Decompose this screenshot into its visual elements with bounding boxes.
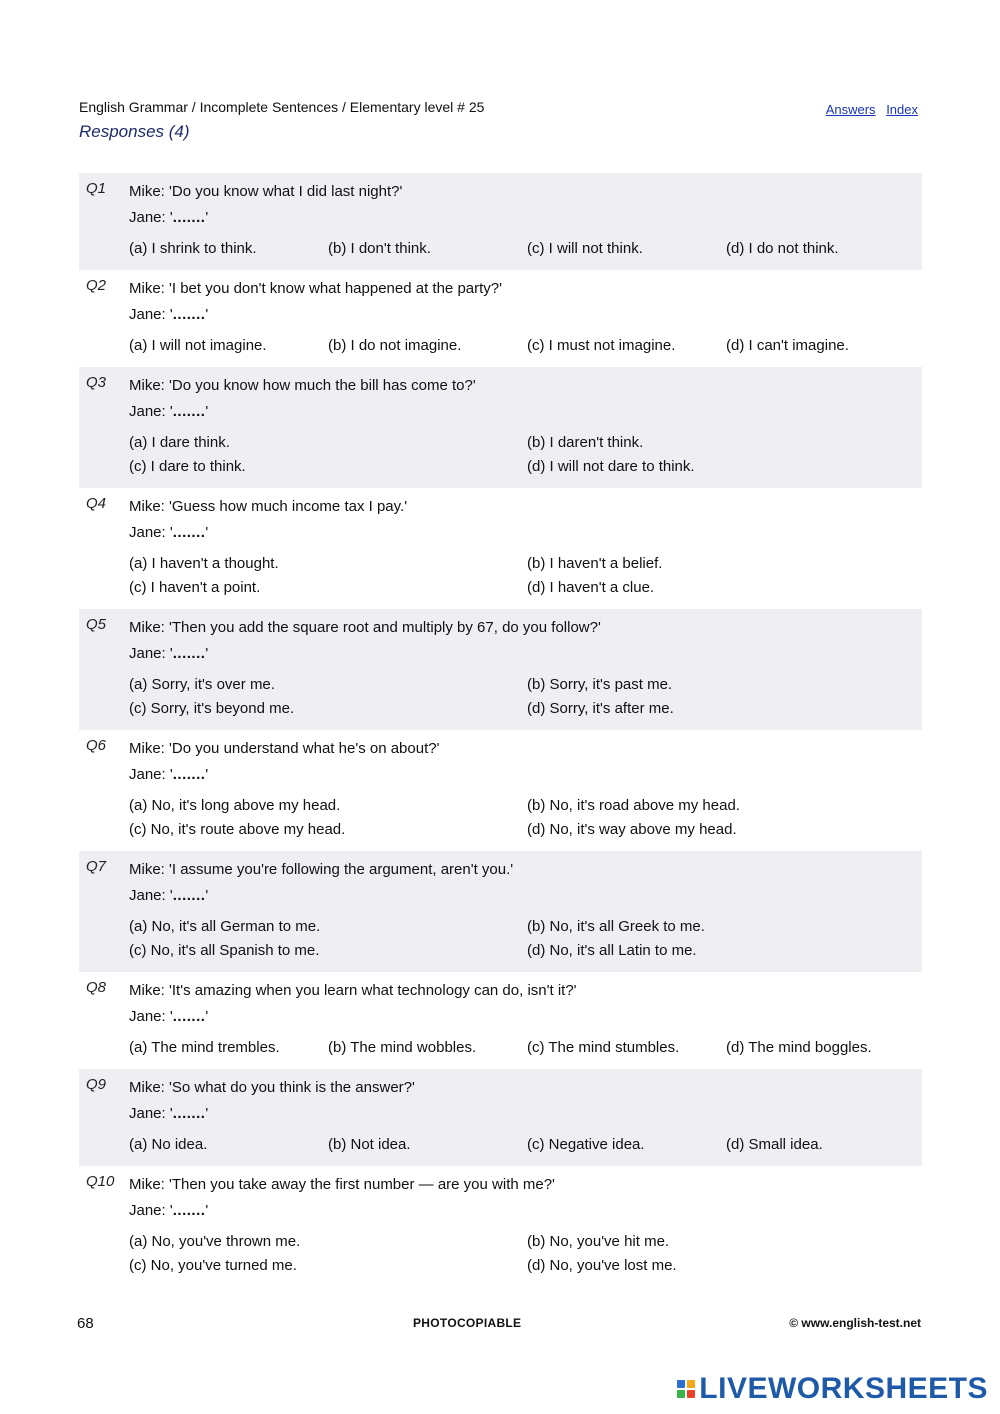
answer-option[interactable]: (a) No, it's long above my head. bbox=[129, 797, 341, 814]
answer-options bbox=[129, 334, 922, 358]
answer-option[interactable]: (a) I haven't a thought. bbox=[129, 555, 279, 572]
logo-square bbox=[687, 1390, 695, 1398]
question-reply bbox=[129, 1101, 922, 1127]
answer-options bbox=[129, 915, 922, 963]
question-reply bbox=[129, 205, 922, 231]
question-body bbox=[129, 179, 922, 261]
answer-blank[interactable]: ....... bbox=[172, 887, 206, 904]
answer-option[interactable]: (d) Sorry, it's after me. bbox=[527, 700, 674, 717]
answer-option[interactable]: (a) I dare think. bbox=[129, 434, 230, 451]
answer-option[interactable]: (d) I haven't a clue. bbox=[527, 579, 655, 596]
answer-option[interactable]: (d) I do not think. bbox=[726, 240, 839, 257]
answer-options bbox=[129, 1036, 922, 1060]
answer-option[interactable]: (d) No, it's way above my head. bbox=[527, 821, 737, 838]
question-block bbox=[79, 609, 922, 730]
answer-blank[interactable]: ....... bbox=[172, 1202, 206, 1219]
answer-option[interactable]: (d) I will not dare to think. bbox=[527, 458, 695, 475]
question-number: Q3 bbox=[86, 374, 107, 391]
question-number: Q5 bbox=[86, 616, 107, 633]
answer-options bbox=[129, 1133, 922, 1157]
answer-option[interactable]: (b) I don't think. bbox=[328, 240, 431, 257]
question-prompt: Mike: 'It's amazing when you learn what technology can do, isn't it?' bbox=[129, 982, 577, 999]
reply-prefix: Jane: ' bbox=[129, 1202, 173, 1219]
answer-option[interactable]: (b) The mind wobbles. bbox=[328, 1039, 477, 1056]
reply-prefix: Jane: ' bbox=[129, 766, 173, 783]
answer-option[interactable]: (c) I will not think. bbox=[527, 240, 643, 257]
question-reply bbox=[129, 1198, 922, 1224]
answer-option[interactable]: (c) Negative idea. bbox=[527, 1136, 645, 1153]
question-number: Q4 bbox=[86, 495, 107, 512]
reply-suffix: ' bbox=[205, 766, 209, 783]
answer-option[interactable]: (b) Sorry, it's past me. bbox=[527, 676, 673, 693]
photocopiable-label: PHOTOCOPIABLE bbox=[413, 1316, 522, 1330]
answers-link[interactable]: Answers bbox=[825, 102, 876, 117]
reply-suffix: ' bbox=[205, 306, 209, 323]
question-prompt: Mike: 'Do you know how much the bill has come to?' bbox=[129, 377, 476, 394]
question-list bbox=[79, 173, 922, 1287]
answer-option[interactable]: (c) No, it's route above my head. bbox=[129, 821, 346, 838]
question-body bbox=[129, 276, 922, 358]
answer-options bbox=[129, 673, 922, 721]
liveworksheets-mark-icon bbox=[677, 1380, 695, 1398]
reply-prefix: Jane: ' bbox=[129, 1008, 173, 1025]
reply-prefix: Jane: ' bbox=[129, 306, 173, 323]
question-reply bbox=[129, 1004, 922, 1030]
answer-option[interactable]: (b) No, it's all Greek to me. bbox=[527, 918, 705, 935]
question-number: Q10 bbox=[86, 1173, 115, 1190]
question-prompt: Mike: 'I assume you're following the argument, aren't you.' bbox=[129, 861, 514, 878]
answer-blank[interactable]: ....... bbox=[172, 645, 206, 662]
liveworksheets-wordmark: LIVEWORKSHEETS bbox=[699, 1372, 988, 1405]
question-number: Q7 bbox=[86, 858, 107, 875]
question-body bbox=[129, 978, 922, 1060]
logo-square bbox=[687, 1380, 695, 1388]
answer-blank[interactable]: ....... bbox=[172, 403, 206, 420]
reply-suffix: ' bbox=[205, 1202, 209, 1219]
answer-option[interactable]: (c) Sorry, it's beyond me. bbox=[129, 700, 295, 717]
question-block bbox=[79, 972, 922, 1069]
question-prompt: Mike: 'Then you add the square root and multiply by 67, do you follow?' bbox=[129, 619, 601, 636]
question-prompt: Mike: 'I bet you don't know what happened at the party?' bbox=[129, 280, 502, 297]
answer-option[interactable]: (a) No idea. bbox=[129, 1136, 208, 1153]
answer-option[interactable]: (b) No, you've hit me. bbox=[527, 1233, 670, 1250]
logo-square bbox=[677, 1380, 685, 1388]
question-reply bbox=[129, 520, 922, 546]
answer-options bbox=[129, 552, 922, 600]
question-reply bbox=[129, 883, 922, 909]
question-body bbox=[129, 615, 922, 721]
question-block bbox=[79, 1069, 922, 1166]
reply-prefix: Jane: ' bbox=[129, 1105, 173, 1122]
answer-option[interactable]: (a) The mind trembles. bbox=[129, 1039, 280, 1056]
question-reply bbox=[129, 762, 922, 788]
question-block bbox=[79, 270, 922, 367]
question-prompt: Mike: 'Do you understand what he's on about?' bbox=[129, 740, 440, 757]
answer-option[interactable]: (d) I can't imagine. bbox=[726, 337, 849, 354]
page-subtitle: Responses (4) bbox=[79, 122, 190, 141]
answer-options bbox=[129, 1230, 922, 1278]
question-body bbox=[129, 494, 922, 600]
answer-option[interactable]: (c) I must not imagine. bbox=[527, 337, 676, 354]
question-body bbox=[129, 736, 922, 842]
question-reply bbox=[129, 399, 922, 425]
breadcrumb: English Grammar / Incomplete Sentences / Elementary level # 25 bbox=[79, 99, 485, 115]
question-body bbox=[129, 857, 922, 963]
answer-options bbox=[129, 794, 922, 842]
answer-blank[interactable]: ....... bbox=[172, 306, 206, 323]
question-prompt: Mike: 'Guess how much income tax I pay.' bbox=[129, 498, 408, 515]
page-number: 68 bbox=[77, 1315, 94, 1332]
answer-option[interactable]: (d) No, it's all Latin to me. bbox=[527, 942, 697, 959]
answer-option[interactable]: (b) Not idea. bbox=[328, 1136, 411, 1153]
answer-option[interactable]: (b) No, it's road above my head. bbox=[527, 797, 740, 814]
copyright-site: © www.english-test.net bbox=[789, 1316, 921, 1330]
answer-option[interactable]: (c) I haven't a point. bbox=[129, 579, 261, 596]
question-block bbox=[79, 367, 922, 488]
answer-blank[interactable]: ....... bbox=[172, 766, 206, 783]
answer-option[interactable]: (b) I haven't a belief. bbox=[527, 555, 663, 572]
question-reply bbox=[129, 302, 922, 328]
question-body bbox=[129, 1075, 922, 1157]
answer-option[interactable]: (c) No, you've turned me. bbox=[129, 1257, 297, 1274]
question-number: Q2 bbox=[86, 277, 107, 294]
answer-option[interactable]: (d) The mind boggles. bbox=[726, 1039, 872, 1056]
question-body bbox=[129, 1172, 922, 1278]
question-block bbox=[79, 851, 922, 972]
question-number: Q8 bbox=[86, 979, 107, 996]
answer-option[interactable]: (a) No, it's all German to me. bbox=[129, 918, 321, 935]
reply-suffix: ' bbox=[205, 1008, 209, 1025]
reply-suffix: ' bbox=[205, 403, 209, 420]
question-block bbox=[79, 173, 922, 270]
answer-option[interactable]: (d) Small idea. bbox=[726, 1136, 823, 1153]
reply-suffix: ' bbox=[205, 645, 209, 662]
reply-prefix: Jane: ' bbox=[129, 209, 173, 226]
index-link[interactable]: Index bbox=[886, 102, 918, 117]
answer-blank[interactable]: ....... bbox=[172, 209, 206, 226]
answer-option[interactable]: (d) No, you've lost me. bbox=[527, 1257, 677, 1274]
reply-suffix: ' bbox=[205, 209, 209, 226]
question-reply bbox=[129, 641, 922, 667]
answer-option[interactable]: (c) No, it's all Spanish to me. bbox=[129, 942, 320, 959]
answer-option[interactable]: (a) No, you've thrown me. bbox=[129, 1233, 301, 1250]
question-prompt: Mike: 'So what do you think is the answer?' bbox=[129, 1079, 415, 1096]
liveworksheets-logo bbox=[677, 1372, 988, 1406]
answer-blank[interactable]: ....... bbox=[172, 1105, 206, 1122]
reply-prefix: Jane: ' bbox=[129, 645, 173, 662]
answer-options bbox=[129, 431, 922, 479]
question-block bbox=[79, 730, 922, 851]
reply-prefix: Jane: ' bbox=[129, 524, 173, 541]
question-block bbox=[79, 488, 922, 609]
answer-blank[interactable]: ....... bbox=[172, 1008, 206, 1025]
reply-suffix: ' bbox=[205, 1105, 209, 1122]
answer-options bbox=[129, 237, 922, 261]
answer-blank[interactable]: ....... bbox=[172, 524, 206, 541]
question-prompt: Mike: 'Then you take away the first number — are you with me?' bbox=[129, 1176, 555, 1193]
question-body bbox=[129, 373, 922, 479]
answer-option[interactable]: (c) The mind stumbles. bbox=[527, 1039, 680, 1056]
answer-option[interactable]: (c) I dare to think. bbox=[129, 458, 246, 475]
answer-option[interactable]: (a) I shrink to think. bbox=[129, 240, 257, 257]
answer-option[interactable]: (a) Sorry, it's over me. bbox=[129, 676, 275, 693]
logo-square bbox=[677, 1390, 685, 1398]
top-links bbox=[819, 102, 918, 117]
question-prompt: Mike: 'Do you know what I did last night?' bbox=[129, 183, 403, 200]
reply-suffix: ' bbox=[205, 524, 209, 541]
reply-prefix: Jane: ' bbox=[129, 887, 173, 904]
question-number: Q1 bbox=[86, 180, 107, 197]
answer-option[interactable]: (a) I will not imagine. bbox=[129, 337, 267, 354]
reply-suffix: ' bbox=[205, 887, 209, 904]
reply-prefix: Jane: ' bbox=[129, 403, 173, 420]
question-number: Q6 bbox=[86, 737, 107, 754]
answer-option[interactable]: (b) I do not imagine. bbox=[328, 337, 462, 354]
question-number: Q9 bbox=[86, 1076, 107, 1093]
answer-option[interactable]: (b) I daren't think. bbox=[527, 434, 644, 451]
question-block bbox=[79, 1166, 922, 1287]
